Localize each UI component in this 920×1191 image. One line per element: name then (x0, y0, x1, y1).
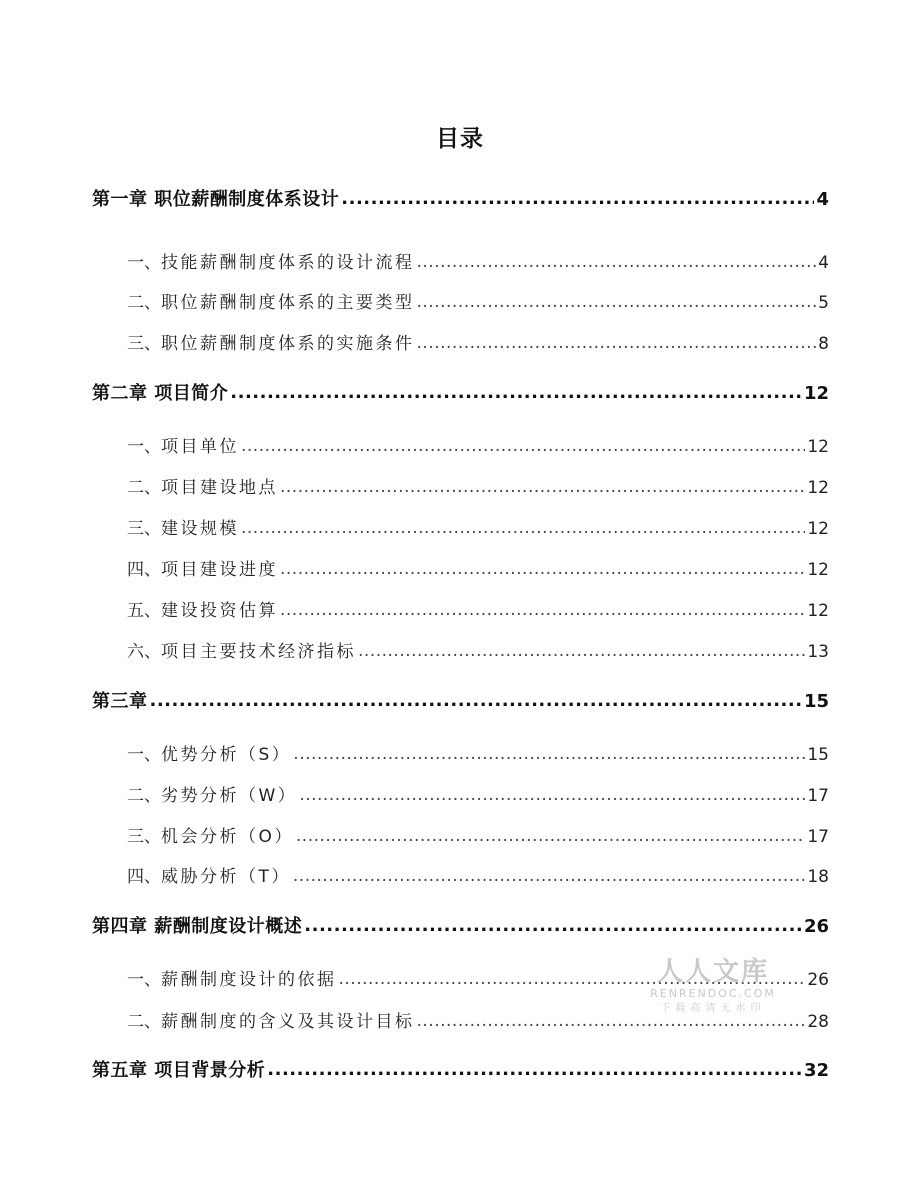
page-number: 4 (816, 189, 829, 210)
page-number: 15 (803, 691, 829, 712)
section-number: 三、 (127, 827, 161, 847)
page-number: 17 (807, 786, 829, 806)
page-number: 12 (807, 519, 829, 539)
section-label: 建设投资估算 (161, 601, 278, 621)
dot-leader (241, 518, 805, 538)
section-label: 机会分析（O） (161, 827, 294, 847)
section-label: 职位薪酬制度体系的主要类型 (161, 293, 415, 313)
toc-section-entry[interactable] (127, 288, 829, 313)
chapter-label: 第四章 薪酬制度设计概述 (92, 916, 303, 937)
section-label: 项目建设地点 (161, 478, 278, 498)
toc-chapter-entry[interactable] (92, 912, 829, 938)
page-number: 32 (803, 1060, 829, 1081)
page-number: 26 (807, 970, 829, 990)
page-number: 12 (807, 560, 829, 580)
watermark-title: 人人文库 (656, 957, 769, 987)
toc-section-entry[interactable] (127, 822, 829, 847)
dot-leader (241, 436, 805, 456)
section-number: 一、 (127, 745, 161, 765)
dot-leader (230, 382, 802, 403)
dot-leader (296, 826, 805, 846)
chapter-label: 第一章 职位薪酬制度体系设计 (92, 189, 340, 210)
section-label: 薪酬制度的含义及其设计目标 (161, 1012, 415, 1032)
dot-leader (267, 1059, 802, 1080)
page-number: 5 (818, 293, 829, 313)
section-label: 优势分析（S） (161, 745, 292, 765)
page-number: 12 (807, 478, 829, 498)
dot-leader (150, 690, 802, 711)
toc-chapter-entry[interactable] (92, 1056, 829, 1082)
page-number: 12 (807, 437, 829, 457)
section-number: 一、 (127, 437, 161, 457)
section-number: 二、 (127, 478, 161, 498)
toc-section-entry[interactable] (127, 637, 829, 662)
section-number: 三、 (127, 519, 161, 539)
toc-section-entry[interactable] (127, 740, 829, 765)
section-label: 薪酬制度设计的依据 (161, 970, 337, 990)
watermark-subtitle: 下载高清无水印 (660, 1003, 766, 1014)
page-number: 8 (818, 334, 829, 354)
section-number: 二、 (127, 786, 161, 806)
section-number: 二、 (127, 293, 161, 313)
section-label: 技能薪酬制度体系的设计流程 (161, 253, 415, 273)
section-number: 一、 (127, 253, 161, 273)
section-label: 项目建设进度 (161, 560, 278, 580)
section-number: 五、 (127, 601, 161, 621)
page-number: 15 (807, 745, 829, 765)
toc-section-entry[interactable] (127, 862, 829, 887)
toc-chapter-entry[interactable] (92, 687, 829, 713)
page-number: 13 (807, 642, 829, 662)
dot-leader (417, 252, 817, 272)
page-number: 12 (807, 601, 829, 621)
page-number: 18 (807, 867, 829, 887)
section-label: 劣势分析（W） (161, 786, 298, 806)
dot-leader (417, 292, 817, 312)
dot-leader (299, 785, 805, 805)
dot-leader (341, 188, 814, 209)
toc-chapter-entry[interactable] (92, 185, 829, 211)
page-number: 4 (818, 253, 829, 273)
dot-leader (293, 866, 805, 886)
chapter-label: 第三章 (92, 691, 148, 712)
section-number: 二、 (127, 1012, 161, 1032)
toc-section-entry[interactable] (127, 596, 829, 621)
toc-section-entry[interactable] (127, 555, 829, 580)
section-number: 一、 (127, 970, 161, 990)
toc-section-entry[interactable] (127, 781, 829, 806)
section-label: 项目主要技术经济指标 (161, 642, 356, 662)
section-number: 三、 (127, 334, 161, 354)
page-number: 28 (807, 1012, 829, 1032)
dot-leader (280, 600, 805, 620)
page-number: 17 (807, 827, 829, 847)
section-number: 六、 (127, 642, 161, 662)
toc-section-entry[interactable] (127, 329, 829, 354)
section-label: 建设规模 (161, 519, 239, 539)
dot-leader (280, 559, 805, 579)
dot-leader (358, 641, 805, 661)
dot-leader (304, 915, 802, 936)
section-label: 职位薪酬制度体系的实施条件 (161, 334, 415, 354)
toc-section-entry[interactable] (127, 514, 829, 539)
chapter-label: 第五章 项目背景分析 (92, 1060, 266, 1081)
section-label: 项目单位 (161, 437, 239, 457)
dot-leader (293, 744, 805, 764)
section-number: 四、 (127, 867, 161, 887)
section-number: 四、 (127, 560, 161, 580)
dot-leader (280, 477, 805, 497)
page-number: 26 (803, 916, 829, 937)
toc-section-entry[interactable] (127, 473, 829, 498)
toc-section-entry[interactable] (127, 248, 829, 273)
watermark-logo (648, 958, 778, 1016)
dot-leader (417, 333, 817, 353)
page-number: 12 (803, 383, 829, 404)
toc-section-entry[interactable] (127, 432, 829, 457)
section-label: 威胁分析（T） (161, 867, 291, 887)
chapter-label: 第二章 项目简介 (92, 383, 229, 404)
toc-title: 目录 (436, 126, 484, 152)
toc-chapter-entry[interactable] (92, 379, 829, 405)
watermark-domain: RENRENDOC.COM (650, 987, 776, 1000)
